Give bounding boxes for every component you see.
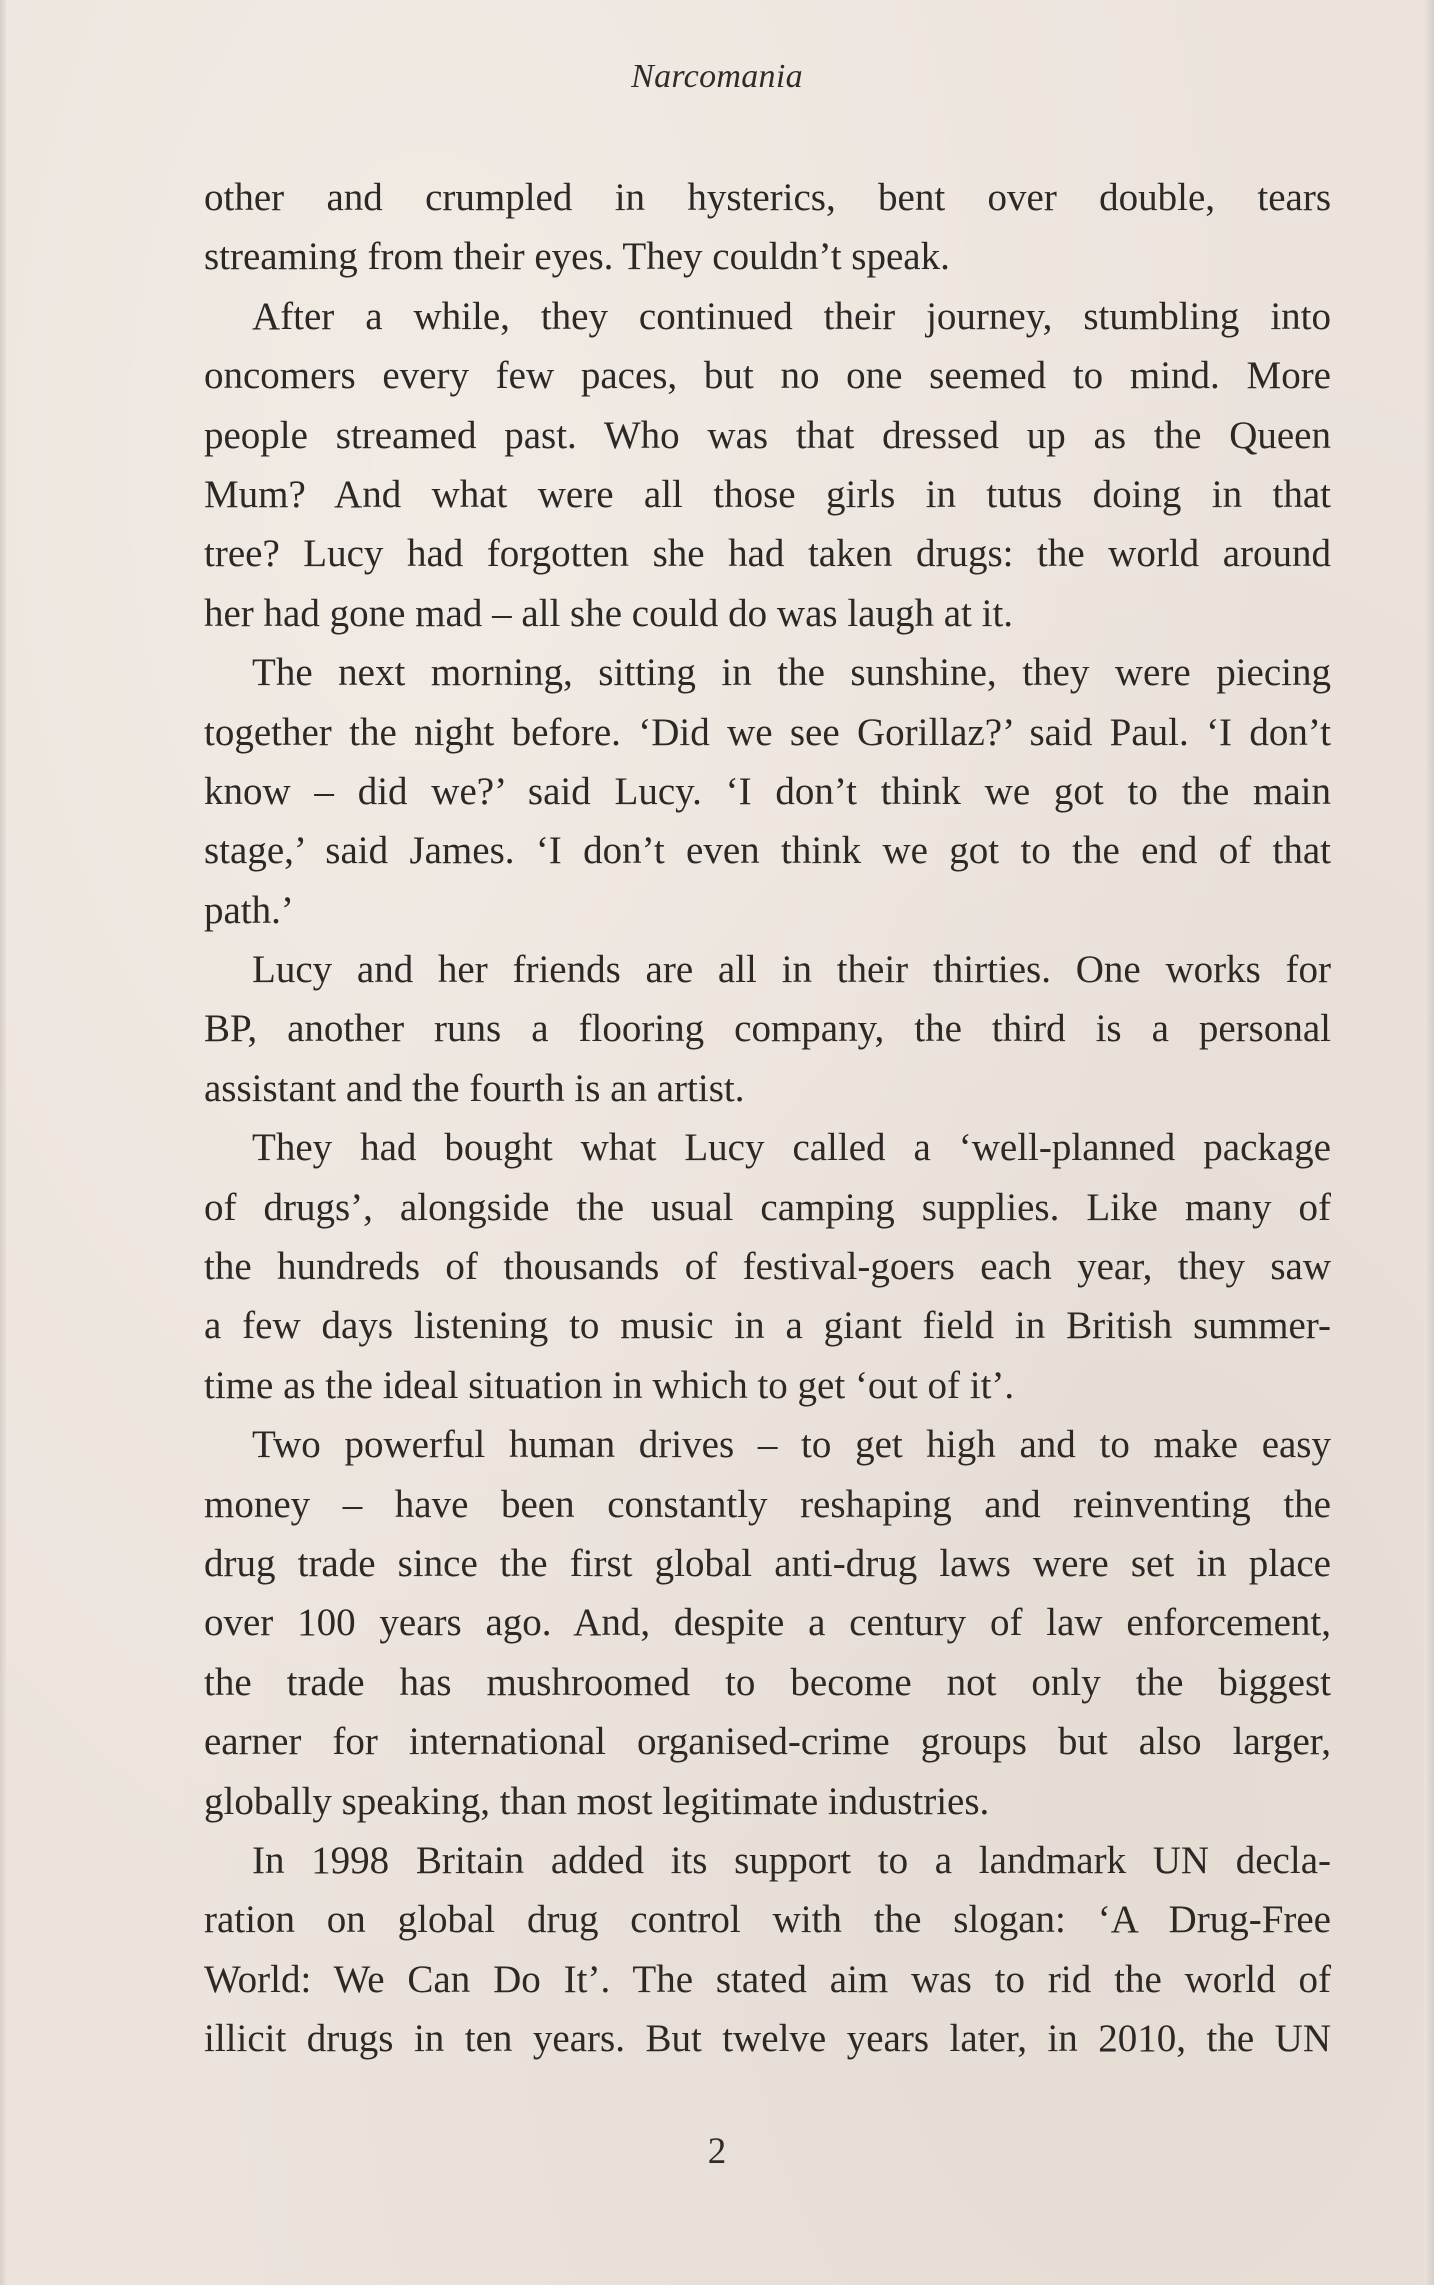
text-line: streaming from their eyes. They couldn’t speak. [204,235,950,279]
paragraph [204,1118,1331,1415]
text-line: the trade has mushroomed to become not only the biggest [204,1660,1331,1704]
text-line: drug trade since the first global anti-drug laws were set in place [204,1541,1331,1585]
text-line: Lucy and her friends are all in their thirties. One works for [252,948,1331,992]
text-line: stage,’ said James. ‘I don’t even think we got to the end of that [204,829,1331,873]
text-line: a few days listening to music in a giant field in British summer- [204,1304,1331,1348]
paragraph [204,643,1331,940]
paragraph [204,287,1331,643]
text-line: After a while, they continued their journey, stumbling into [252,294,1331,338]
text-line: together the night before. ‘Did we see Gorillaz?’ said Paul. ‘I don’t [204,710,1331,754]
text-line: oncomers every few paces, but no one seemed to mind. More [204,354,1331,398]
text-line: her had gone mad – all she could do was laugh at it. [204,591,1014,635]
text-line: earner for international organised-crime groups but also larger, [204,1720,1331,1764]
text-line: ration on global drug control with the slogan: ‘A Drug-Free [204,1898,1331,1942]
paragraph [204,940,1331,1118]
page-number: 2 [707,2131,727,2172]
text-line: other and crumpled in hysterics, bent over double, tears [204,176,1331,219]
paragraph [204,168,1331,287]
text-line: money – have been constantly reshaping and reinventing the [204,1482,1331,1526]
text-line: know – did we?’ said Lucy. ‘I don’t think we got to the main [204,769,1331,813]
running-head: Narcomania [631,58,803,95]
text-line: illicit drugs in ten years. But twelve years later, in 2010, the UN [204,2017,1331,2061]
text-line: Mum? And what were all those girls in tutus doing in that [204,472,1331,516]
text-line: The next morning, sitting in the sunshine, they were piecing [252,651,1331,695]
text-line: tree? Lucy had forgotten she had taken drugs: the world around [204,532,1331,576]
text-line: path.’ [204,888,294,932]
text-line: assistant and the fourth is an artist. [204,1066,745,1110]
text-line: globally speaking, than most legitimate industries. [204,1779,990,1823]
text-line: World: We Can Do It’. The stated aim was to rid the world of [204,1957,1331,2001]
text-line: over 100 years ago. And, despite a century of law enforcement, [204,1601,1331,1645]
text-line: They had bought what Lucy called a ‘well-planned package [252,1126,1331,1170]
text-line: Two powerful human drives – to get high and to make easy [252,1423,1331,1467]
text-line: BP, another runs a flooring company, the third is a personal [204,1007,1331,1051]
text-line: the hundreds of thousands of festival-goers each year, they saw [204,1245,1331,1289]
page-edge-right [1424,0,1434,2285]
paragraph [204,1415,1331,1831]
paragraph [204,1831,1331,2069]
text-line: people streamed past. Who was that dressed up as the Queen [204,413,1331,457]
body-text [204,168,1331,2069]
text-line: In 1998 Britain added its support to a landmark UN decla- [252,1838,1331,1882]
page-edge-left [0,0,6,2285]
text-line: time as the ideal situation in which to get ‘out of it’. [204,1363,1015,1407]
text-line: of drugs’, alongside the usual camping supplies. Like many of [204,1185,1331,1229]
